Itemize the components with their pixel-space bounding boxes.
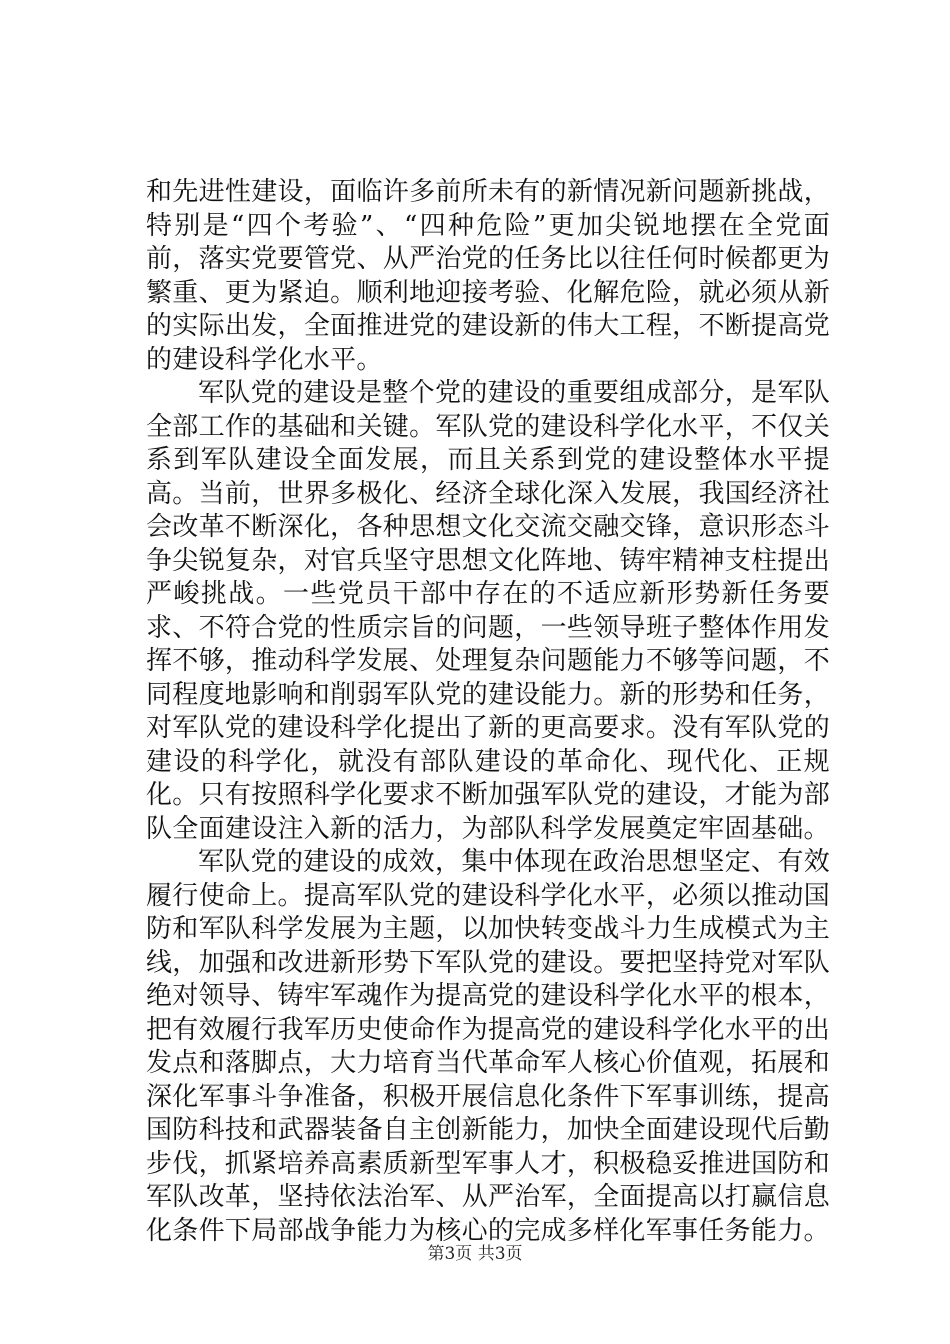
page-footer: 第3页 共3页 <box>427 1244 523 1264</box>
paragraph-effectiveness: 军队党的建设的成效，集中体现在政治思想坚定、有效履行使命上。提高军队党的建设科学化水平，必须以推动国防和军队科学发展为主题，以加快转变战斗力生成模式为主线，加强和改进新形势下军队党的建设。要把坚持党对军队绝对领导、铸牢军魂作为提高党的建设科学化水平的根本，把有效履行我军历史使命作为提高党的建设科学化水平的出发点和落脚点，大力培育当代革命军人核心价值观，拓展和深化军事斗争准备，积极开展信息化条件下军事训练，提高国防科技和武器装备自主创新能力，加快全面建设现代后勤步伐，抓紧培养高素质新型军事人才，积极稳妥推进国防和军队改革，坚持依法治军、从严治军，全面提高以打赢信息化条件下局部战争能力为核心的完成多样化军事任务能力。 <box>146 847 830 1246</box>
document-body <box>146 176 830 1248</box>
paragraph-military-party-building: 军队党的建设是整个党的建设的重要组成部分，是军队全部工作的基础和关键。军队党的建设科学化水平，不仅关系到军队建设全面发展，而且关系到党的建设整体水平提高。当前，世界多极化、经济全球化深入发展，我国经济社会改革不断深化，各种思想文化交流交融交锋，意识形态斗争尖锐复杂，对官兵坚守思想文化阵地、铸牢精神支柱提出严峻挑战。一些党员干部中存在的不适应新形势新任务要求、不符合党的性质宗旨的问题，一些领导班子整体作用发挥不够，推动科学发展、处理复杂问题能力不够等问题，不同程度地影响和削弱军队党的建设能力。新的形势和任务，对军队党的建设科学化提出了新的更高要求。没有军队党的建设的科学化，就没有部队建设的革命化、现代化、正规化。只有按照科学化要求不断加强军队党的建设，才能为部队全面建设注入新的活力，为部队科学发展奠定牢固基础。 <box>146 378 830 844</box>
paragraph-continuation: 和先进性建设，面临许多前所未有的新情况新问题新挑战，特别是“四个考验”、“四种危险”更加尖锐地摆在全党面前，落实党要管党、从严治党的任务比以往任何时候都更为繁重、更为紧迫。顺利地迎接考验、化解危险，就必须从新的实际出发，全面推进党的建设新的伟大工程，不断提高党的建设科学化水平。 <box>146 177 830 375</box>
